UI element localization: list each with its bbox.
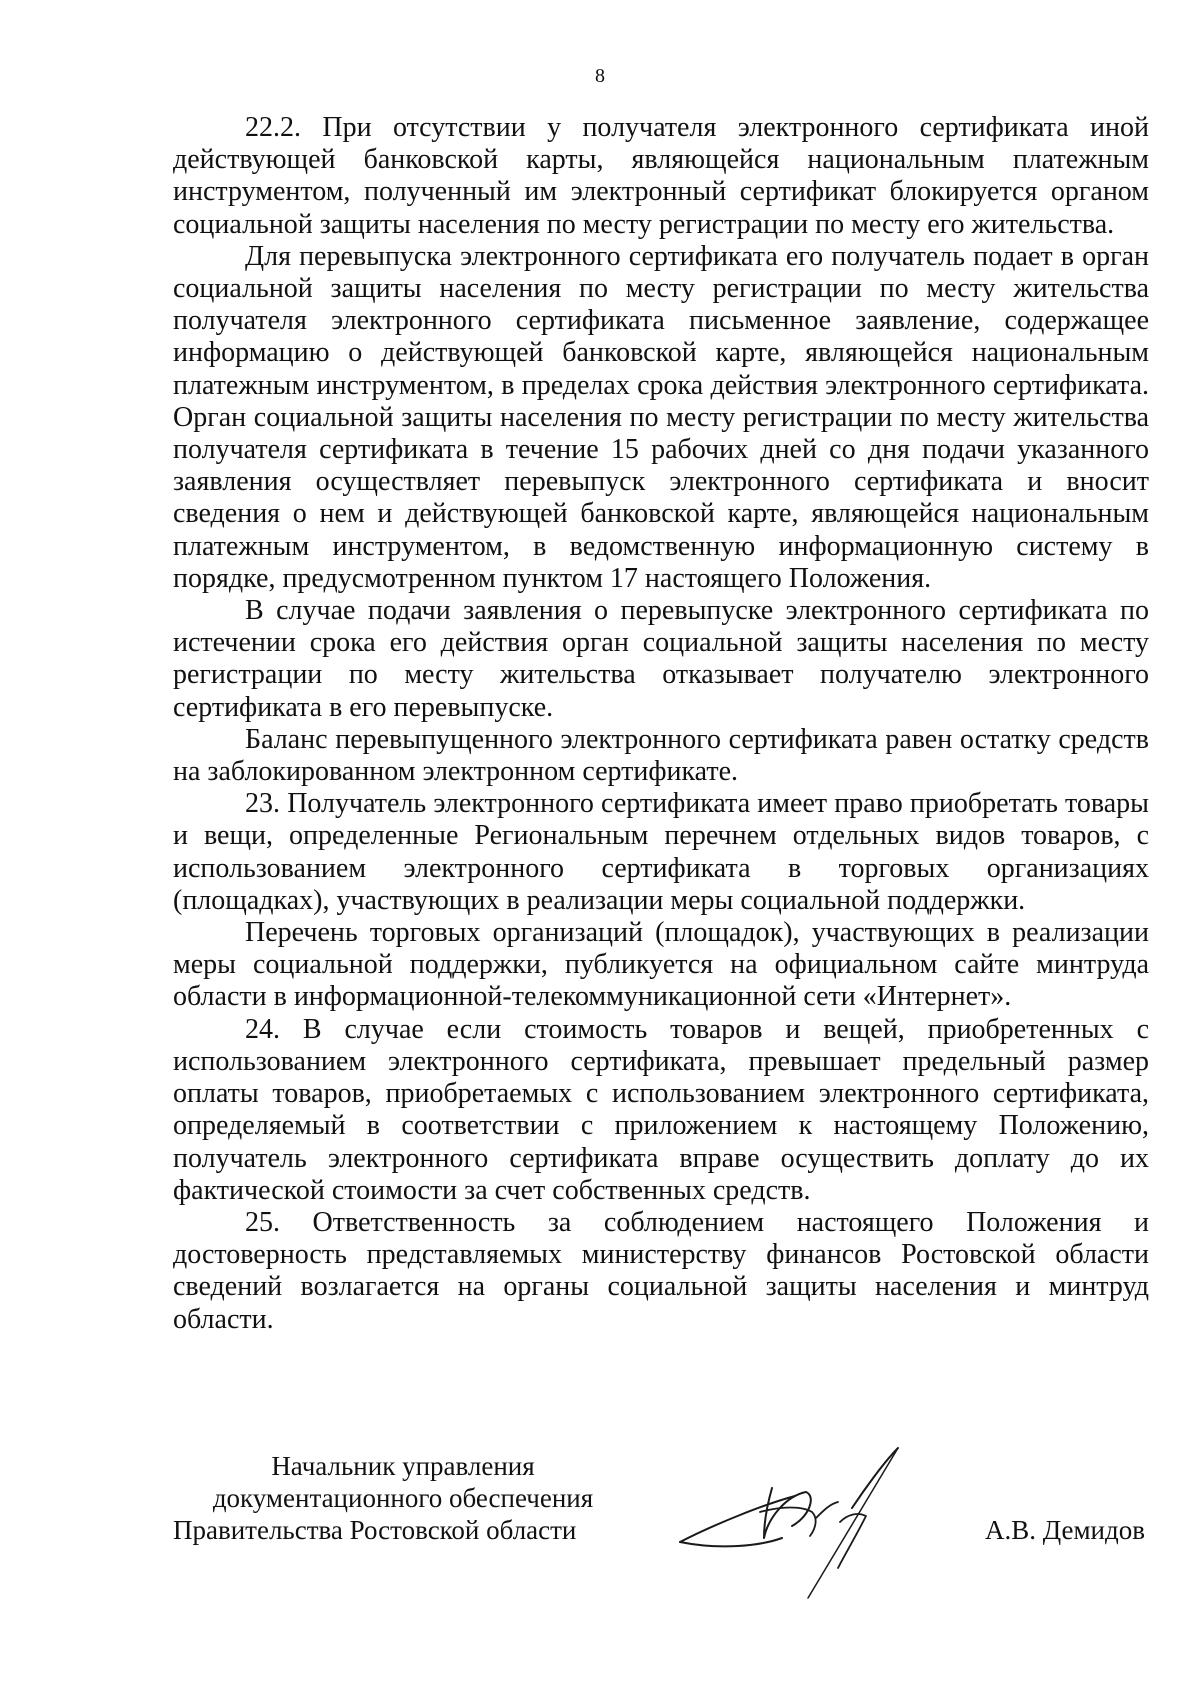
signatory-position-line: Начальник управления xyxy=(271,1451,535,1481)
paragraph-reissue-procedure: Для перевыпуска электронного сертификата его получатель подает в орган социальной защиты населения по месту регистрации по месту жительства получателя электронного сертификата письменное заявление, содержащее информацию о действующей банковской карте, являющейся национальным платежным инструментом, в пределах срока действия электронного сертификата. Орган социальной защиты населения по месту регистрации по месту жительства получателя сертификата в течение 15 рабочих дней со дня подачи указанного заявления осуществляет перевыпуск электронного сертификата и вносит сведения о нем и действующей банковской карте, являющейся национальным платежным инструментом, в ведомственную информационную систему в порядке, предусмотренном пунктом 17 настоящего Положения. xyxy=(173,240,1149,594)
signature-stroke xyxy=(680,1496,795,1542)
paragraph-25: 25. Ответственность за соблюдением настоящего Положения и достоверность представляемых министерству финансов Ростовской области сведений возлагается на органы социальной защиты населения и минтруд области. xyxy=(173,1206,1149,1335)
paragraph-reissue-refusal: В случае подачи заявления о перевыпуске электронного сертификата по истечении срока его действия орган социальной защиты населения по месту регистрации по месту жительства отказывает получателю электронного сертификата в его перевыпуске. xyxy=(173,595,1149,723)
paragraph-22-2: 22.2. При отсутствии у получателя электронного сертификата иной действующей банковской карты, являющейся национальным платежным инструментом, полученный им электронный сертификат блокируется органом социальной защиты населения по месту регистрации по месту его жительства. xyxy=(173,112,1149,240)
paragraph-reissued-balance: Баланс перевыпущенного электронного сертификата равен остатку средств на заблокированном электронном сертификате. xyxy=(173,723,1149,788)
signatory-position-line: документационного обеспечения xyxy=(212,1483,594,1513)
signature-stroke xyxy=(852,1448,898,1508)
signature-stroke xyxy=(680,1538,782,1546)
signature-block xyxy=(0,1450,1200,1610)
signatory-name: А.В. Демидов xyxy=(984,1515,1145,1545)
signature-stroke xyxy=(816,1502,838,1518)
paragraph-trade-organizations-list: Перечень торговых организаций (площадок), участвующих в реализации меры социальной поддержки, публикуется на официальном сайте минтруда области в информационной-телекоммуникационной сети «Интернет». xyxy=(173,917,1149,1013)
page-number: 8 xyxy=(595,65,605,87)
signatory-position-line: Правительства Ростовской области xyxy=(173,1515,577,1545)
paragraph-24: 24. В случае если стоимость товаров и вещей, приобретенных с использованием электронного сертификата, превышает предельный размер оплаты товаров, приобретаемых с использованием электронного сертификата, определяемый в соответствии с приложением к настоящему Положению, получатель электронного сертификата вправе осуществить доплату до их фактической стоимости за счет собственных средств. xyxy=(173,1013,1149,1206)
signatory-position xyxy=(173,1450,633,1546)
document-body xyxy=(173,112,1149,1336)
handwritten-signature xyxy=(660,1420,950,1600)
signature-stroke xyxy=(764,1488,811,1538)
paragraph-23: 23. Получатель электронного сертификата имеет право приобретать товары и вещи, определенные Региональным перечнем отдельных видов товаров, с использованием электронного сертификата в торговых организациях (площадках), участвующих в реализации меры социальной поддержки. xyxy=(173,788,1149,916)
signature-stroke xyxy=(808,1448,898,1598)
